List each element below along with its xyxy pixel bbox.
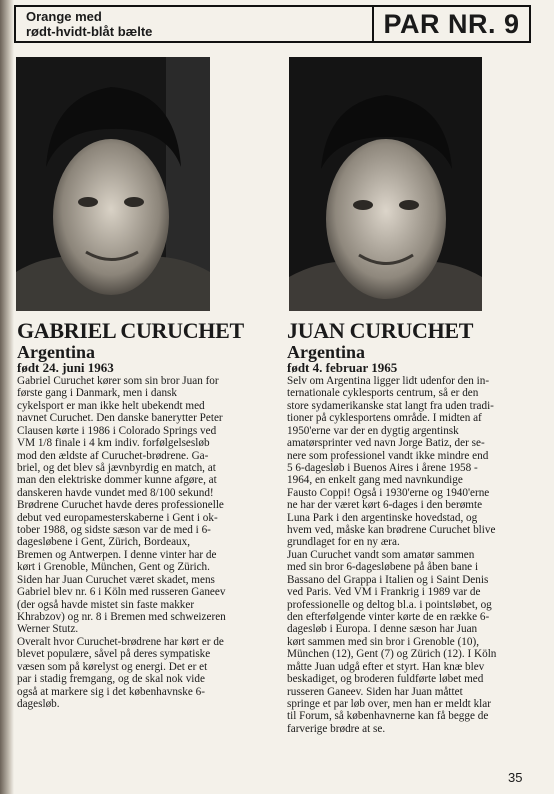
subtitle-line-2: rødt-hvidt-blåt bælte — [26, 24, 153, 39]
pair-subtitle — [26, 9, 216, 39]
portrait-photo-juan — [289, 57, 482, 311]
rider-name-gabriel: GABRIEL CURUCHET — [17, 318, 244, 343]
page-number: 35 — [508, 770, 523, 785]
rider-country-juan: Argentina — [287, 342, 365, 362]
rider-birthdate-juan: født 4. februar 1965 — [287, 360, 398, 375]
rider-bio-juan: Selv om Argentina ligger lidt udenfor den in- ternationale cyklesports centrum, så er den store sydamerikanske stat langt fra uden tradi- tioner på cyklesportens område. I midten af 1950'erne var der en dygtig argentinsk amatørsprinter ved navn Jorge Batiz, der se- nere som professionel vandt ikke mindre end 5 6-dagesløb i Buenos Aires i årene 1958 - 1964, en enkelt gang med navnkundige Fausto Coppi! Også i 1930'erne og 1940'erne ne har der været kørt 6-dages i den berømte Luna Park i den argentinske hovedstad, og hvem ved, måske kan brødrene Curuchet blive grundlaget for en ny æra. Juan Curuchet vandt som amatør sammen med sin bror 6-dagesløbene på åben bane i Bassano del Grappa i Italien og i Saint Denis ved Paris. Ved VM i Frankrig i 1989 var de professionelle og deltog bl.a. i pointsløbet, og den efterfølgende vinter kørte de en række 6- dagesløb i Europa. I denne sæson har Juan kørt sammen med sin bror i Grenoble (10), München (12), Gent (7) og Zürich (12). I Köln måtte Juan udgå efter et styrt. Han knæ blev beskadiget, og broderen fuldførte løbet med russeren Ganeev. Siden har Juan måttet springe et par løb over, men han er meldt klar til Forum, så københavnerne kan få begge de farverige brødre at se. — [287, 375, 497, 735]
pair-title: PAR NR. 9 — [372, 5, 531, 43]
subtitle-line-1: Orange med — [26, 9, 102, 24]
page-gutter-shadow — [0, 0, 14, 794]
rider-bio-gabriel: Gabriel Curuchet kører som sin bror Juan for første gang i Danmark, men i dansk cykelsport er man ikke helt ubekendt med navnet Curuchet. Den danske banerytter Peter Clausen kørte i 1986 i Colorado Springs ved VM 1/8 finale i 4 km indiv. forfølgelsesløb mod den ældste af Curuchet-brødrene. Ga- briel, og det blev så jævnbyrdig en match, at man den elektriske dommer kunne afgøre, at danskeren havde vundet med 8/100 sekund! Brødrene Curuchet havde deres professionelle debut ved europamesterskaberne i Gent i ok- tober 1988, og sidste sæson var de med i 6- dagesløbene i Gent, Zürich, Bordeaux, Bremen og Antwerpen. I denne vinter har de kørt i Grenoble, München, Gent og Zürich. Siden har Juan Curuchet været skadet, mens Gabriel blev nr. 6 i Köln med russeren Ganeev (der også havde mistet sin faste makker Khrabzov) og nr. 8 i Bremen med schweizeren Werner Stutz. Overalt hvor Curuchet-brødrene har kørt er de blevet populære, såvel på deres sympatiske væsen som på kørelyst og energi. Det er et par i stadig fremgang, og de skal nok vide også at markere sig i det københavnske 6- dagesløb. — [17, 375, 226, 710]
rider-name-juan: JUAN CURUCHET — [287, 318, 474, 343]
portrait-photo-gabriel — [16, 57, 210, 311]
rider-birthdate-gabriel: født 24. juni 1963 — [17, 360, 114, 375]
rider-country-gabriel: Argentina — [17, 342, 95, 362]
